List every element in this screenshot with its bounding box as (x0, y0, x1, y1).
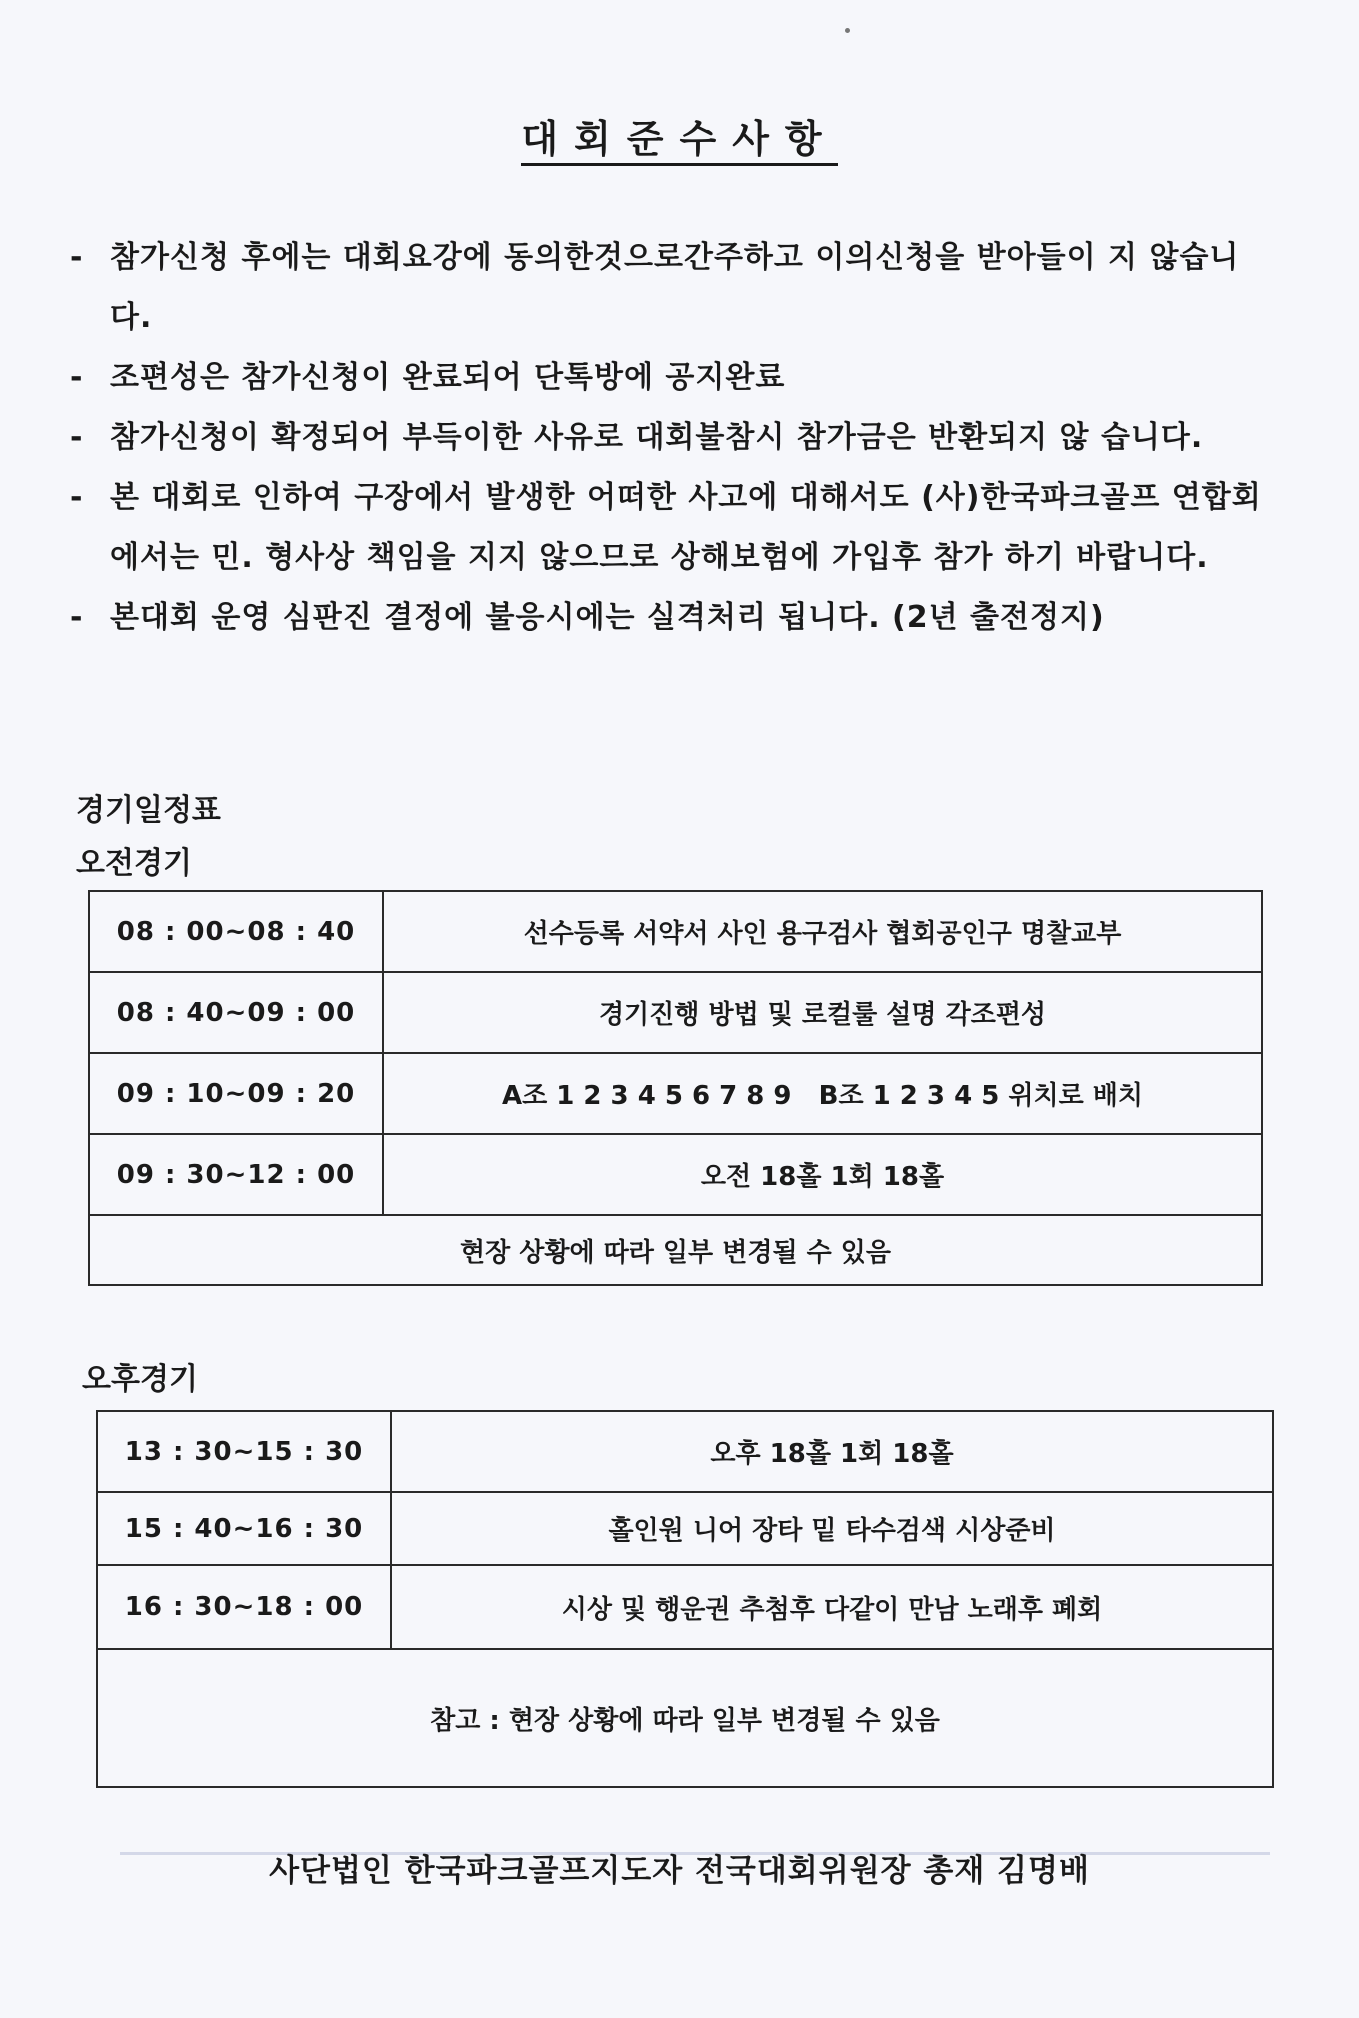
desc-cell: 경기진행 방법 및 로컬룰 설명 각조편성 (383, 972, 1262, 1053)
time-cell: 08 : 00~08 : 40 (89, 891, 383, 972)
time-cell: 09 : 30~12 : 00 (89, 1134, 383, 1215)
time-cell: 08 : 40~09 : 00 (89, 972, 383, 1053)
table-row (89, 1215, 1262, 1285)
rule-text: 본 대회로 인하여 구장에서 발생한 어떠한 사고에 대해서도 (사)한국파크골프 연합회에서는 민. 형사상 책임을 지지 않으므로 상해보험에 가입후 참가 하기 바랍니다. (110, 480, 1262, 575)
table-row (97, 1565, 1273, 1649)
signature-line: 사단법인 한국파크골프지도자 전국대회위원장 총재 김명배 (269, 1853, 1090, 1889)
note-cell: 현장 상황에 따라 일부 변경될 수 있음 (89, 1215, 1262, 1285)
morning-label: 오전경기 (76, 846, 192, 881)
morning-schedule-table (88, 890, 1263, 1286)
schedule-heading: 경기일정표 (76, 793, 221, 828)
rule-item (70, 228, 1270, 348)
rule-item (70, 468, 1270, 588)
afternoon-label: 오후경기 (82, 1362, 198, 1397)
rule-bullet: - (70, 360, 83, 395)
scan-speck (845, 28, 850, 33)
rule-bullet: - (70, 420, 83, 455)
table-row (89, 891, 1262, 972)
page-title-text: 대회준수사항 (521, 117, 837, 166)
desc-cell: 선수등록 서약서 사인 용구검사 협회공인구 명찰교부 (383, 891, 1262, 972)
rule-text: 참가신청이 확정되어 부득이한 사유로 대회불참시 참가금은 반환되지 않 습니다. (110, 420, 1204, 455)
rule-item (70, 348, 1270, 408)
rule-bullet: - (70, 600, 83, 635)
desc-cell: 오전 18홀 1회 18홀 (383, 1134, 1262, 1215)
table-row (89, 972, 1262, 1053)
page-title (0, 108, 1359, 163)
rule-text: 본대회 운영 심판진 결정에 불응시에는 실격처리 됩니다. (2년 출전정지) (110, 600, 1105, 635)
table-row (89, 1053, 1262, 1134)
time-cell: 15 : 40~16 : 30 (97, 1492, 391, 1565)
afternoon-schedule-table (96, 1410, 1274, 1788)
table-row (97, 1411, 1273, 1492)
time-cell: 16 : 30~18 : 00 (97, 1565, 391, 1649)
time-cell: 09 : 10~09 : 20 (89, 1053, 383, 1134)
note-cell: 참고 : 현장 상황에 따라 일부 변경될 수 있음 (97, 1649, 1273, 1787)
rule-bullet: - (70, 480, 83, 515)
table-row (97, 1649, 1273, 1787)
time-cell: 13 : 30~15 : 30 (97, 1411, 391, 1492)
rules-list (70, 228, 1270, 648)
rule-text: 참가신청 후에는 대회요강에 동의한것으로간주하고 이의신청을 받아들이 지 않습니다. (110, 240, 1240, 335)
rule-item (70, 408, 1270, 468)
rule-bullet: - (70, 240, 83, 275)
desc-cell: 오후 18홀 1회 18홀 (391, 1411, 1273, 1492)
table-row (89, 1134, 1262, 1215)
rule-item (70, 588, 1270, 648)
rule-text: 조편성은 참가신청이 완료되어 단톡방에 공지완료 (110, 360, 786, 395)
desc-cell: A조 1 2 3 4 5 6 7 8 9 B조 1 2 3 4 5 위치로 배치 (383, 1053, 1262, 1134)
desc-cell: 시상 및 행운권 추첨후 다같이 만남 노래후 폐회 (391, 1565, 1273, 1649)
table-row (97, 1492, 1273, 1565)
desc-cell: 홀인원 니어 장타 밑 타수검색 시상준비 (391, 1492, 1273, 1565)
